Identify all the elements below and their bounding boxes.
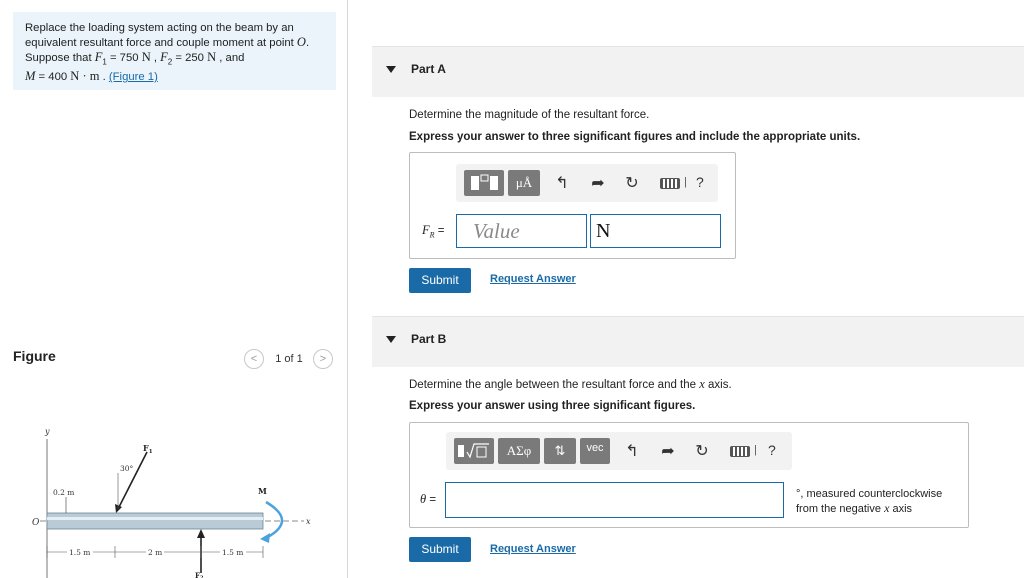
force-f2-label: F2 — [195, 571, 204, 578]
theta-input[interactable] — [445, 482, 784, 518]
vector-button[interactable]: vec — [580, 438, 610, 464]
problem-line-2: equivalent resultant force and couple moment at point O. — [25, 35, 310, 49]
templates-sqrt-button[interactable] — [454, 438, 494, 464]
help-icon[interactable]: ? — [696, 174, 704, 190]
part-a-header[interactable] — [372, 46, 1024, 97]
part-b-submit-button[interactable]: Submit — [409, 537, 471, 562]
figure-link[interactable]: (Figure 1) — [108, 71, 158, 84]
caret-down-icon[interactable] — [386, 336, 396, 343]
part-a-question: Determine the magnitude of the resultant force. — [409, 109, 650, 121]
chevron-right-icon[interactable]: > — [313, 349, 333, 369]
part-a-title: Part A — [411, 62, 446, 76]
greek-symbols-button[interactable]: ΑΣφ — [498, 438, 540, 464]
keyboard-icon[interactable] — [730, 446, 750, 457]
fr-label: $F_R$ = — [422, 223, 445, 240]
part-b-answer-box — [409, 422, 969, 528]
units-input[interactable]: N — [590, 214, 721, 248]
height-label: 0.2 m — [53, 488, 75, 497]
moment-label: M — [258, 486, 267, 496]
caret-down-icon[interactable] — [386, 66, 396, 73]
beam-highlight — [47, 517, 263, 520]
part-b-instruction: Express your answer using three significant figures. — [409, 400, 696, 412]
undo-icon[interactable]: ↰ — [625, 443, 639, 460]
figure-counter: 1 of 1 — [275, 353, 303, 365]
problem-line-4: M = 400 N · m . (Figure 1) — [25, 69, 158, 84]
part-b-question: Determine the angle between the resultant force and the x axis. — [409, 377, 732, 391]
x-label: x — [306, 517, 311, 526]
keyboard-icon[interactable] — [660, 178, 680, 189]
reset-icon[interactable]: ↻ — [695, 443, 709, 460]
beam-figure — [30, 425, 320, 578]
y-label: y — [45, 427, 50, 436]
units-button[interactable]: μÅ — [508, 170, 540, 196]
problem-statement — [13, 12, 336, 90]
angle-label: 30° — [120, 464, 134, 473]
problem-line-1: Replace the loading system acting on the beam by an — [25, 22, 294, 34]
problem-line-3: Suppose that $F_1 = 750$ N , $F_2 = 250$ N , and — [25, 50, 245, 67]
undo-icon[interactable]: ↰ — [555, 175, 569, 192]
force-f1-arrowhead — [115, 504, 122, 513]
part-a-answer-box — [409, 152, 736, 259]
figure-title: Figure — [13, 348, 56, 364]
reset-icon[interactable]: ↻ — [625, 175, 639, 192]
dimension-1-label: 1.5 m — [69, 548, 91, 557]
part-a-submit-button[interactable]: Submit — [409, 268, 471, 293]
part-b-header[interactable] — [372, 316, 1024, 367]
dimension-3-label: 1.5 m — [222, 548, 244, 557]
beam — [47, 513, 263, 529]
part-a-request-answer-link[interactable]: Request Answer — [490, 273, 576, 285]
arrows-button[interactable]: ⇅ — [544, 438, 576, 464]
redo-icon[interactable]: ➦ — [591, 175, 605, 192]
help-icon[interactable]: ? — [768, 442, 776, 458]
part-b-toolbar: ΑΣφ ⇅ vec ↰ ➦ ↻ | ? — [446, 432, 792, 470]
dimension-2-label: 2 m — [148, 548, 163, 557]
chevron-left-icon[interactable]: < — [244, 349, 264, 369]
templates-icon[interactable] — [464, 170, 504, 196]
origin-label: O — [32, 518, 40, 528]
redo-icon[interactable]: ➦ — [661, 443, 675, 460]
point-o: O — [296, 35, 306, 49]
value-input[interactable]: Value — [456, 214, 587, 248]
theta-suffix: °, measured counterclockwise from the negative x axis — [796, 488, 943, 515]
part-a-toolbar: μÅ ↰ ➦ ↻ | ? — [456, 164, 718, 202]
moment-arrowhead — [260, 533, 270, 543]
left-pane — [0, 0, 348, 578]
theta-label: θ = — [420, 492, 437, 506]
part-a-instruction: Express your answer to three significant figures and include the appropriate units. — [409, 131, 861, 143]
force-f1-label: $F_1$ — [143, 443, 153, 455]
force-f2-arrowhead — [197, 529, 205, 538]
part-b-title: Part B — [411, 332, 447, 346]
force-f1-line — [118, 452, 147, 509]
moment-arc — [266, 502, 282, 538]
part-b-request-answer-link[interactable]: Request Answer — [490, 543, 576, 555]
